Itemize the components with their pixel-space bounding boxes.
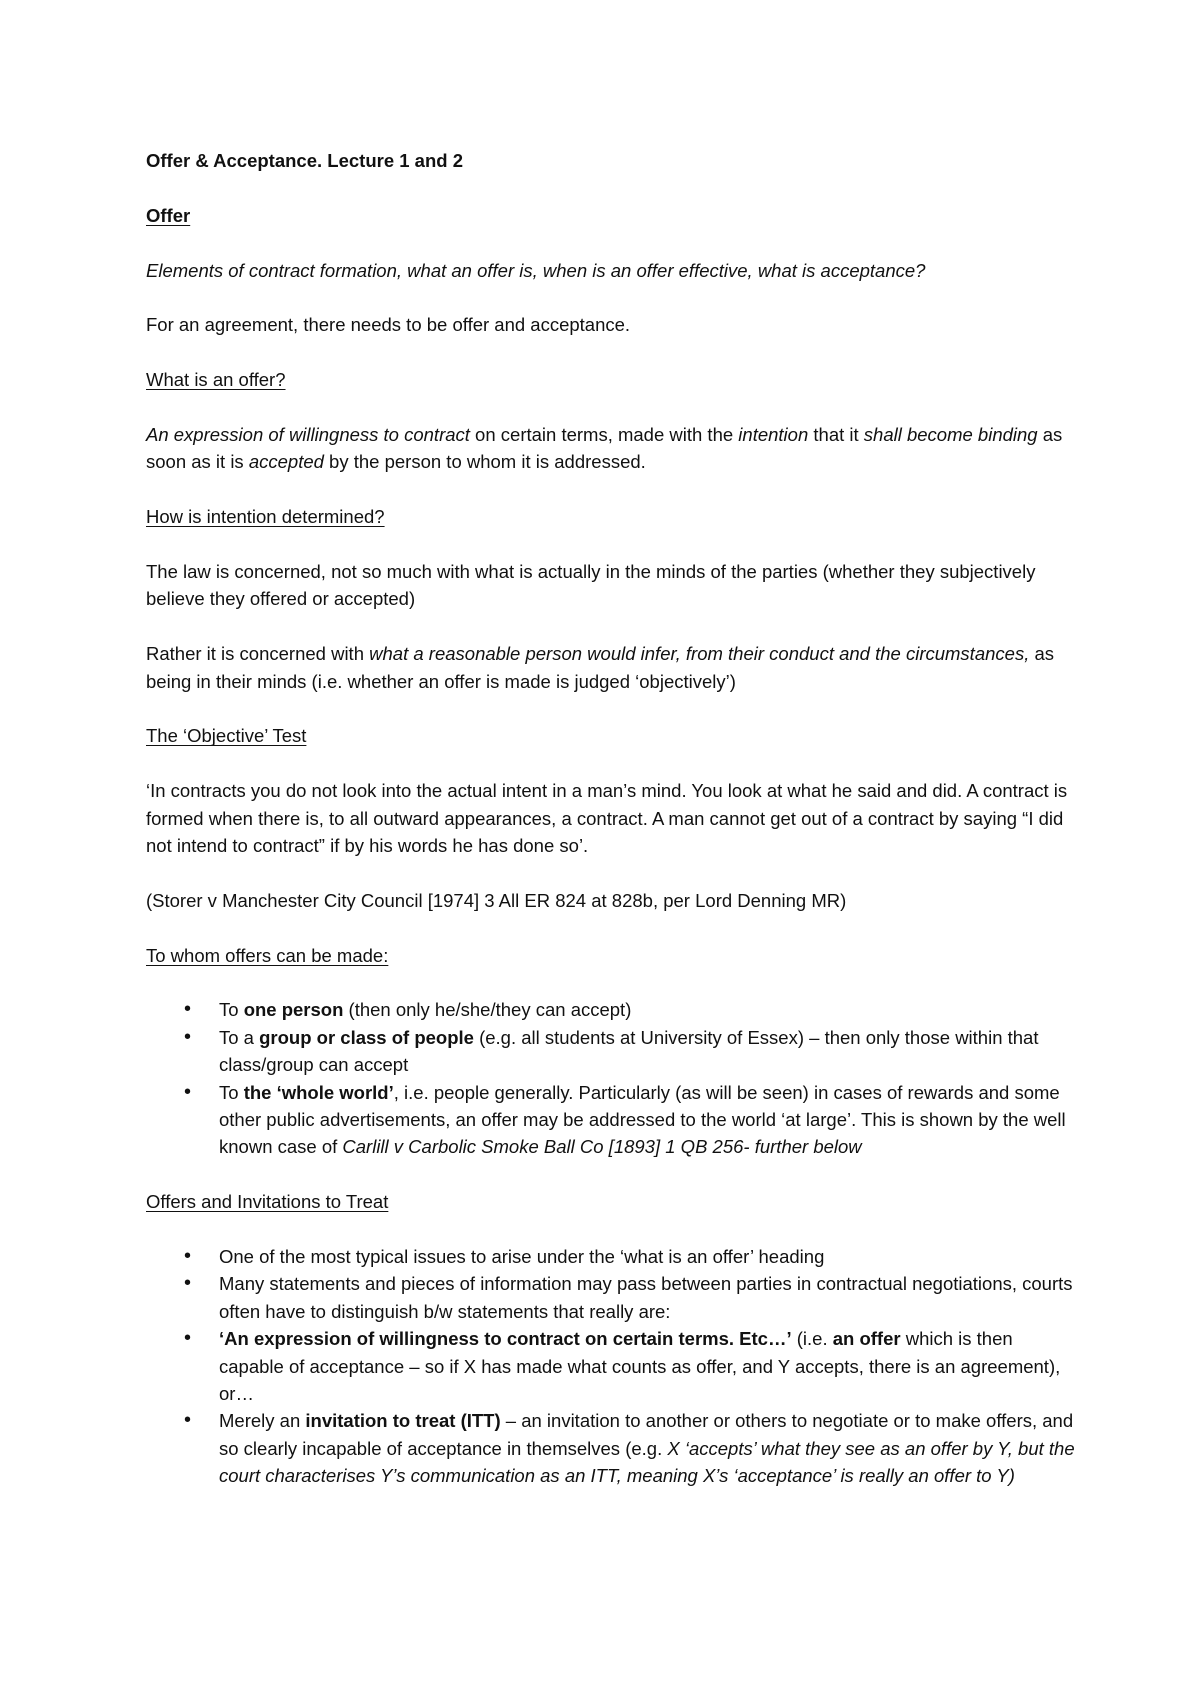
list-item: • To the ‘whole world’, i.e. people generally. Particularly (as will be seen) in cases of rewards and some other public advertisements, an offer may be addressed to the world ‘at large’. This is shown by the well known case of Carlill v Carbolic Smoke Ball Co [1893] 1 QB 256- further below bbox=[146, 1079, 1076, 1161]
list-item: • ‘An expression of willingness to contract on certain terms. Etc…’ (i.e. an offer which is then capable of acceptance – so if X has made what counts as offer, and Y accepts, there is an agreement), or… bbox=[146, 1325, 1076, 1407]
what-is-offer-heading: What is an offer? bbox=[146, 369, 286, 391]
document-title: Offer & Acceptance. Lecture 1 and 2 bbox=[146, 150, 464, 171]
intention-heading: How is intention determined? bbox=[146, 506, 385, 528]
case-citation: (Storer v Manchester City Council [1974] 3 All ER 824 at 828b, per Lord Denning MR) bbox=[146, 889, 847, 911]
intention-para-2: Rather it is concerned with what a reasonable person would infer, from their conduct and the circumstances, as being in their minds (i.e. whether an offer is made is judged ‘objectively’) bbox=[146, 643, 1055, 692]
intention-para-1: The law is concerned, not so much with what is actually in the minds of the parties (whether they subjectively believe they offered or accepted) bbox=[146, 560, 1036, 610]
document-body bbox=[146, 147, 1076, 1517]
list-item: • Many statements and pieces of information may pass between parties in contractual negotiations, courts often have to distinguish b/w statements that really are: bbox=[146, 1270, 1076, 1325]
offer-heading: Offer bbox=[146, 204, 191, 226]
list-item: • One of the most typical issues to arise under the ‘what is an offer’ heading bbox=[146, 1243, 1076, 1270]
itt-list bbox=[146, 1243, 1076, 1490]
to-whom-list bbox=[146, 996, 1076, 1160]
list-item: • To a group or class of people (e.g. all students at University of Essex) – then only those within that class/group can accept bbox=[146, 1024, 1076, 1079]
to-whom-heading: To whom offers can be made: bbox=[146, 944, 389, 966]
offer-intro: Elements of contract formation, what an offer is, when is an offer effective, what is acceptance? bbox=[146, 259, 926, 281]
agreement-line: For an agreement, there needs to be offer and acceptance. bbox=[146, 314, 631, 336]
list-item: • Merely an invitation to treat (ITT) – an invitation to another or others to negotiate or to make offers, and so clearly incapable of acceptance in themselves (e.g. X ‘accepts’ what they see as an offer by Y, but the court characterises Y’s communication as an ITT, meaning X’s ‘acceptance’ is really an offer to Y) bbox=[146, 1407, 1076, 1489]
objective-test-heading: The ‘Objective’ Test bbox=[146, 725, 307, 747]
itt-heading: Offers and Invitations to Treat bbox=[146, 1191, 389, 1213]
list-item: • To one person (then only he/she/they can accept) bbox=[146, 996, 1076, 1023]
offer-definition: An expression of willingness to contract on certain terms, made with the intention that it shall become binding as soon as it is accepted by the person to whom it is addressed. bbox=[146, 423, 1063, 473]
denning-quote: ‘In contracts you do not look into the actual intent in a man’s mind. You look at what he said and did. A contract is formed when there is, to all outward appearances, a contract. A man cannot get out of a contract by saying “I did not intend to contract” if by his words he has done so’. bbox=[146, 780, 1068, 856]
